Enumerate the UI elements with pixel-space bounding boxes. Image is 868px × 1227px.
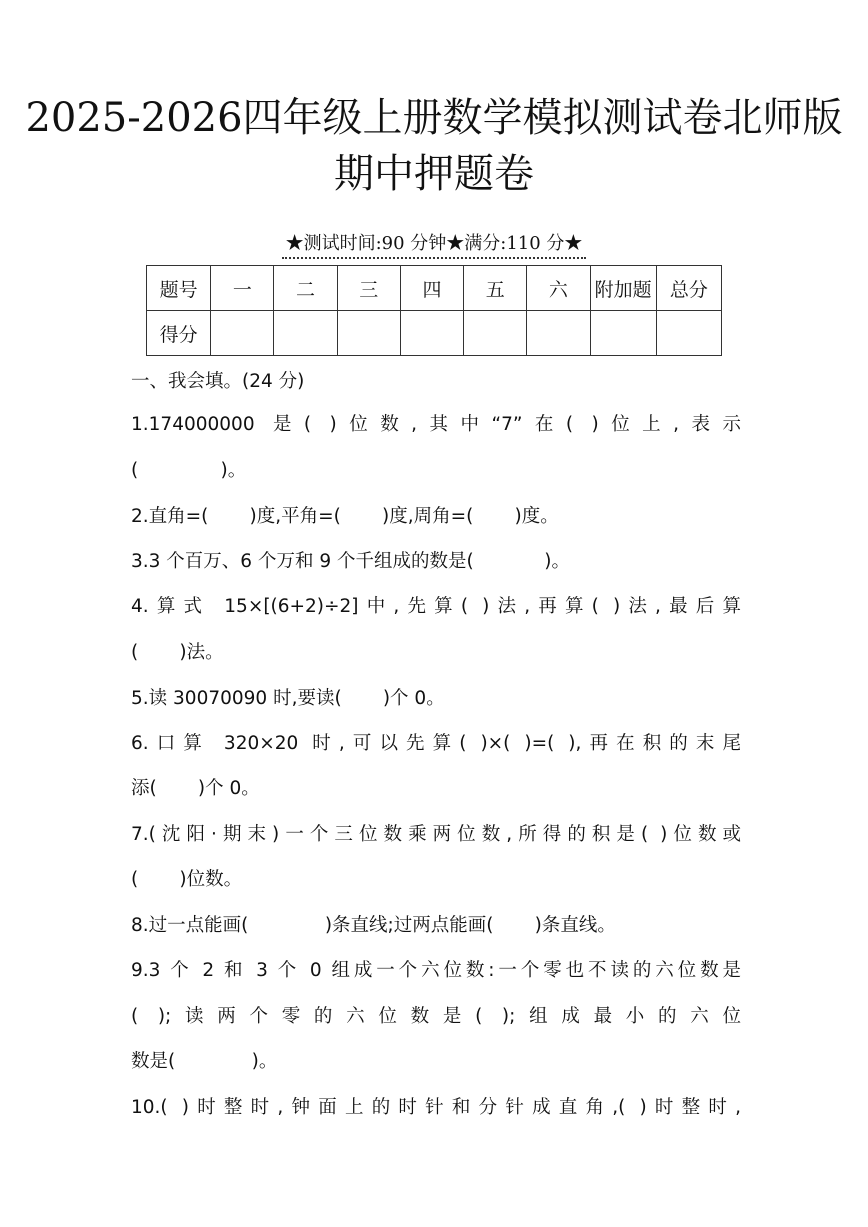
question-line: 4.算式 15×[(6+2)÷2]中,先算( )法,再算( )法,最后算 [131,596,741,617]
question-line: ( )法。 [131,642,224,663]
score-table-score-row [147,311,722,356]
score-row-label: 得分 [147,311,211,356]
section-heading: 一、我会填。(24 分) [131,371,305,392]
score-cell[interactable] [656,311,721,356]
header-cell-4: 四 [400,266,463,311]
question-line: 数是( )。 [131,1051,278,1072]
score-cell[interactable] [400,311,463,356]
question-line: 9.3 个 2 和 3 个 0 组成一个六位数:一个零也不读的六位数是 [131,960,741,981]
score-cell[interactable] [527,311,590,356]
question-line: 2.直角=( )度,平角=( )度,周角=( )度。 [131,506,559,527]
score-table-header-row [147,266,722,311]
score-cell[interactable] [590,311,656,356]
question-line: 3.3 个百万、6 个万和 9 个千组成的数是( )。 [131,551,570,572]
score-cell[interactable] [464,311,527,356]
score-table [146,265,722,356]
header-cell-total: 总分 [656,266,721,311]
question-line: ( )位数。 [131,869,243,890]
header-cell-1: 一 [211,266,274,311]
header-cell-bonus: 附加题 [590,266,656,311]
question-line: 6.口算 320×20 时,可以先算( )×( )=( ),再在积的末尾 [131,733,741,754]
page-title-line1: 2025-2026四年级上册数学模拟测试卷北师版 [25,95,843,141]
question-line: 1.174000000 是( )位数,其中“7”在( )位上,表示 [131,414,741,435]
score-cell[interactable] [211,311,274,356]
header-cell-6: 六 [527,266,590,311]
question-line: 10.( )时整时,钟面上的时针和分针成直角,( )时整时, [131,1097,741,1118]
question-line: 添( )个 0。 [131,778,260,799]
score-cell[interactable] [274,311,337,356]
score-cell[interactable] [337,311,400,356]
question-line: 8.过一点能画( )条直线;过两点能画( )条直线。 [131,915,616,936]
header-cell-2: 二 [274,266,337,311]
header-cell-5: 五 [464,266,527,311]
page-title-line2: 期中押题卷 [334,151,534,197]
test-info [0,232,868,259]
question-line: ( );读两个零的六位数是( );组成最小的六位 [131,1006,741,1027]
header-cell-3: 三 [337,266,400,311]
question-line: 5.读 30070090 时,要读( )个 0。 [131,688,445,709]
test-info-text: ★测试时间:90 分钟★满分:110 分★ [282,232,587,259]
question-line: ( )。 [131,460,247,481]
header-cell-question: 题号 [147,266,211,311]
question-line: 7.(沈阳·期末)一个三位数乘两位数,所得的积是( )位数或 [131,824,741,845]
